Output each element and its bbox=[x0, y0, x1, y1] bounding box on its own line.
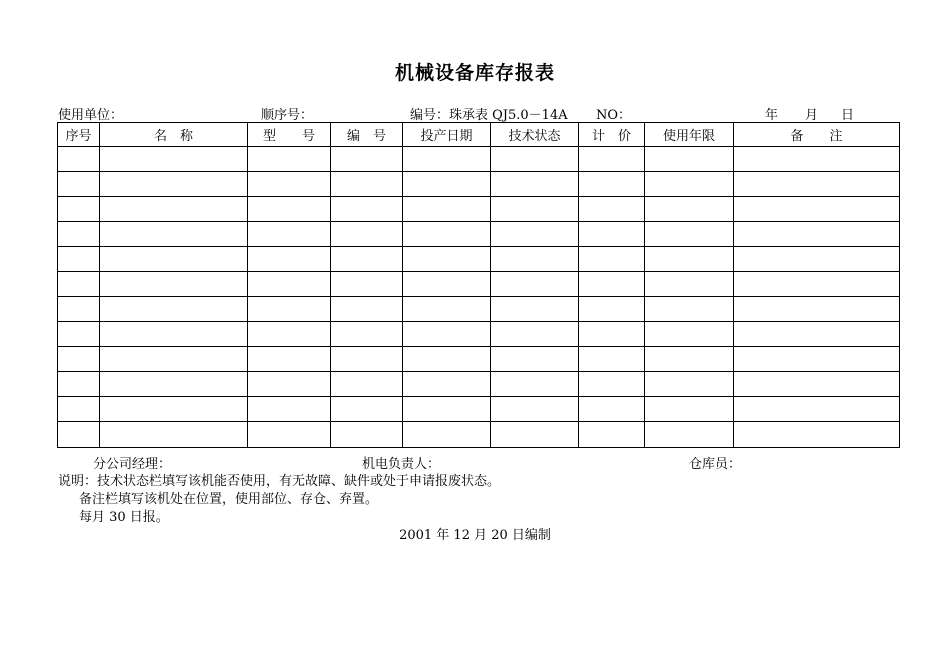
table-cell bbox=[734, 372, 900, 397]
table-cell bbox=[491, 422, 579, 448]
table-cell bbox=[734, 197, 900, 222]
table-cell bbox=[248, 322, 331, 347]
table-cell bbox=[331, 222, 403, 247]
table-cell bbox=[100, 397, 248, 422]
table-cell bbox=[58, 297, 100, 322]
table-cell bbox=[579, 147, 645, 172]
table-cell bbox=[58, 397, 100, 422]
table-cell bbox=[248, 347, 331, 372]
col-header: 备 注 bbox=[734, 123, 900, 147]
table-cell bbox=[491, 297, 579, 322]
table-cell bbox=[734, 247, 900, 272]
table-cell bbox=[331, 422, 403, 448]
table-cell bbox=[491, 272, 579, 297]
table-cell bbox=[734, 422, 900, 448]
table-cell bbox=[248, 397, 331, 422]
table-cell bbox=[491, 347, 579, 372]
table-cell bbox=[331, 397, 403, 422]
report-title: 机械设备库存报表 bbox=[394, 62, 555, 84]
table-row bbox=[58, 297, 900, 322]
table-cell bbox=[58, 272, 100, 297]
table-cell bbox=[579, 197, 645, 222]
table-cell bbox=[579, 272, 645, 297]
table-cell bbox=[491, 372, 579, 397]
col-header: 技术状态 bbox=[491, 123, 579, 147]
table-row bbox=[58, 347, 900, 372]
table-cell bbox=[734, 322, 900, 347]
table-row bbox=[58, 397, 900, 422]
col-header: 名 称 bbox=[100, 123, 248, 147]
col-header: 投产日期 bbox=[403, 123, 491, 147]
table-cell bbox=[645, 347, 734, 372]
col-header: 编 号 bbox=[331, 123, 403, 147]
branch-manager-label: 分公司经理： bbox=[93, 457, 172, 472]
table-cell bbox=[331, 372, 403, 397]
table-cell bbox=[331, 322, 403, 347]
table-row bbox=[58, 147, 900, 172]
table-cell bbox=[734, 172, 900, 197]
table-cell bbox=[100, 272, 248, 297]
note-line: 说明：技术状态栏填写该机能否使用，有无故障、缺件或处于申请报废状态。 bbox=[58, 474, 501, 489]
table-cell bbox=[579, 172, 645, 197]
table-cell bbox=[645, 172, 734, 197]
table-cell bbox=[248, 272, 331, 297]
table-cell bbox=[734, 222, 900, 247]
table-cell bbox=[100, 172, 248, 197]
table-cell bbox=[645, 397, 734, 422]
table-cell bbox=[100, 247, 248, 272]
table-cell bbox=[248, 172, 331, 197]
table-cell bbox=[100, 372, 248, 397]
table-cell bbox=[248, 197, 331, 222]
table-cell bbox=[579, 397, 645, 422]
table-cell bbox=[248, 222, 331, 247]
table-cell bbox=[403, 197, 491, 222]
sequence-label: 顺序号： bbox=[261, 108, 314, 123]
table-cell bbox=[58, 147, 100, 172]
table-cell bbox=[248, 147, 331, 172]
table-cell bbox=[403, 172, 491, 197]
table-cell bbox=[403, 147, 491, 172]
table-cell bbox=[734, 272, 900, 297]
month-label: 月 bbox=[805, 108, 819, 123]
table-cell bbox=[491, 322, 579, 347]
table-cell bbox=[579, 422, 645, 448]
table-cell bbox=[100, 422, 248, 448]
year-label: 年 bbox=[765, 108, 779, 123]
table-cell bbox=[645, 322, 734, 347]
table-row bbox=[58, 222, 900, 247]
table-cell bbox=[248, 372, 331, 397]
table-cell bbox=[331, 172, 403, 197]
form-code: 编号：珠承表 QJ5.0－14A bbox=[410, 108, 568, 123]
table-cell bbox=[579, 247, 645, 272]
table-cell bbox=[331, 297, 403, 322]
table-cell bbox=[100, 347, 248, 372]
table-cell bbox=[403, 372, 491, 397]
table-cell bbox=[403, 272, 491, 297]
day-label: 日 bbox=[841, 108, 855, 123]
table-cell bbox=[403, 247, 491, 272]
table-row bbox=[58, 172, 900, 197]
table-cell bbox=[58, 222, 100, 247]
table-cell bbox=[248, 297, 331, 322]
table-cell bbox=[491, 172, 579, 197]
table-cell bbox=[403, 222, 491, 247]
table-cell bbox=[100, 222, 248, 247]
table-cell bbox=[403, 397, 491, 422]
table-row bbox=[58, 197, 900, 222]
col-header: 计 价 bbox=[579, 123, 645, 147]
table-cell bbox=[579, 347, 645, 372]
table-row bbox=[58, 422, 900, 448]
table-cell bbox=[58, 247, 100, 272]
compiled-date: 2001 年 12 月 20 日编制 bbox=[399, 528, 551, 543]
table-cell bbox=[248, 422, 331, 448]
table-row bbox=[58, 272, 900, 297]
table-cell bbox=[645, 297, 734, 322]
table-cell bbox=[58, 422, 100, 448]
table-cell bbox=[645, 372, 734, 397]
table-cell bbox=[491, 147, 579, 172]
table-cell bbox=[491, 222, 579, 247]
table-cell bbox=[491, 397, 579, 422]
table-cell bbox=[403, 297, 491, 322]
table-cell bbox=[100, 197, 248, 222]
table-cell bbox=[645, 422, 734, 448]
table-row bbox=[58, 247, 900, 272]
table-cell bbox=[58, 322, 100, 347]
table-row bbox=[58, 322, 900, 347]
table-cell bbox=[579, 222, 645, 247]
table-cell bbox=[579, 372, 645, 397]
inventory-table bbox=[57, 122, 900, 448]
table-cell bbox=[734, 147, 900, 172]
table-cell bbox=[100, 147, 248, 172]
table-row bbox=[58, 372, 900, 397]
table-cell bbox=[645, 272, 734, 297]
note-line: 备注栏填写该机处在位置，使用部位、存仓、弃置。 bbox=[79, 492, 379, 507]
table-cell bbox=[58, 172, 100, 197]
table-cell bbox=[645, 197, 734, 222]
unit-label: 使用单位： bbox=[58, 108, 124, 123]
table-cell bbox=[248, 247, 331, 272]
table-cell bbox=[331, 247, 403, 272]
table-cell bbox=[579, 297, 645, 322]
no-label: NO： bbox=[596, 108, 632, 123]
table-cell bbox=[58, 347, 100, 372]
col-header: 序号 bbox=[58, 123, 100, 147]
table-cell bbox=[100, 322, 248, 347]
table-cell bbox=[734, 397, 900, 422]
table-cell bbox=[734, 297, 900, 322]
table-header-row bbox=[58, 123, 900, 147]
table-cell bbox=[491, 197, 579, 222]
table-cell bbox=[645, 247, 734, 272]
table-cell bbox=[331, 272, 403, 297]
table-cell bbox=[491, 247, 579, 272]
table-cell bbox=[331, 347, 403, 372]
table-cell bbox=[734, 347, 900, 372]
col-header: 型 号 bbox=[248, 123, 331, 147]
table-cell bbox=[645, 222, 734, 247]
col-header: 使用年限 bbox=[645, 123, 734, 147]
table-cell bbox=[100, 297, 248, 322]
table-cell bbox=[403, 347, 491, 372]
table-cell bbox=[331, 197, 403, 222]
table-cell bbox=[58, 197, 100, 222]
note-line: 每月 30 日报。 bbox=[79, 510, 169, 525]
electromech-label: 机电负责人： bbox=[362, 457, 441, 472]
table-cell bbox=[579, 322, 645, 347]
table-cell bbox=[403, 322, 491, 347]
table-cell bbox=[403, 422, 491, 448]
table-cell bbox=[331, 147, 403, 172]
table-cell bbox=[645, 147, 734, 172]
table-cell bbox=[58, 372, 100, 397]
warehouse-label: 仓库员： bbox=[689, 457, 742, 472]
table-body bbox=[58, 147, 900, 448]
